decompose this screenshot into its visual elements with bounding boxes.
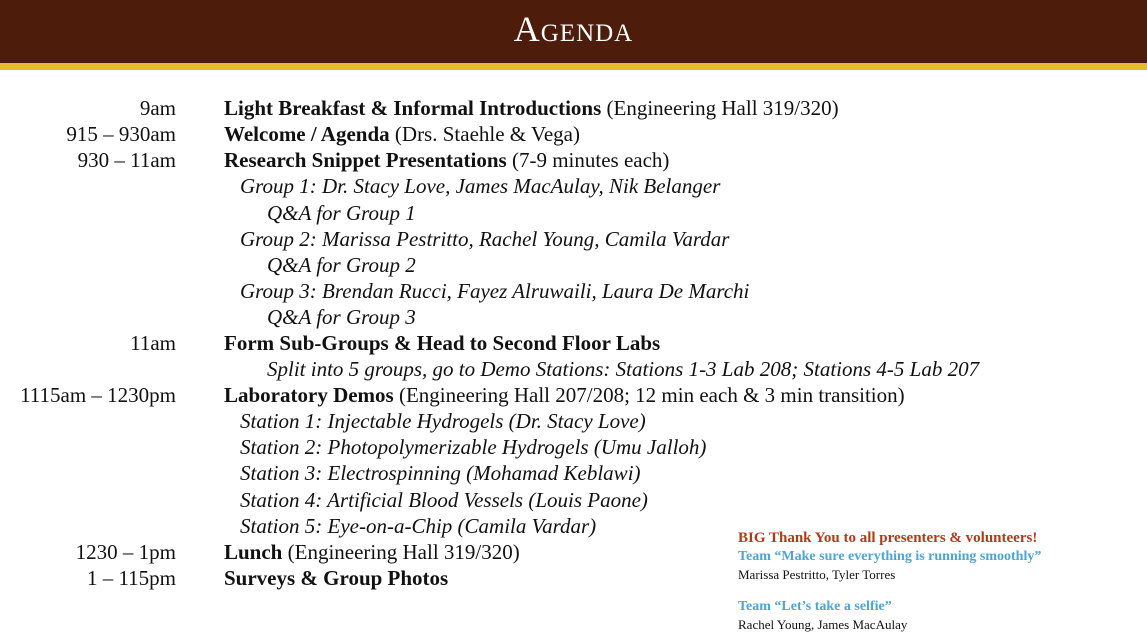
thanks-title: BIG Thank You to all presenters & volunteers! xyxy=(738,530,1038,546)
team-name: Team “Make sure everything is running smoothly” xyxy=(738,549,1042,564)
team-name: Team “Let’s take a selfie” xyxy=(738,599,892,614)
agenda-event-detail: (7-9 minutes each) xyxy=(506,148,670,172)
snippet-group: Group 1: Dr. Stacy Love, James MacAulay, Nik Belanger xyxy=(240,174,721,198)
station-item: Station 3: Electrospinning (Mohamad Keblawi) xyxy=(240,461,641,485)
agenda-event-title: Light Breakfast & Informal Introductions xyxy=(224,96,602,120)
station-item: Station 1: Injectable Hydrogels (Dr. Stacy Love) xyxy=(240,409,646,433)
snippet-group: Group 3: Brendan Rucci, Fayez Alruwaili, Laura De Marchi xyxy=(240,279,750,303)
agenda-time: 915 – 930am xyxy=(66,122,176,146)
agenda-event-title: Lunch xyxy=(224,540,283,564)
agenda-event xyxy=(224,565,448,591)
agenda-time: 1230 – 1pm xyxy=(75,540,176,564)
snippet-qa: Q&A for Group 2 xyxy=(267,253,416,277)
agenda-row xyxy=(0,330,1147,356)
station-item: Station 4: Artificial Blood Vessels (Louis Paone) xyxy=(240,488,648,512)
agenda-event-detail: (Engineering Hall 207/208; 12 min each & 3 min transition) xyxy=(393,383,905,407)
station-item: Station 2: Photopolymerizable Hydrogels (Umu Jalloh) xyxy=(240,435,707,459)
agenda-event-title: Laboratory Demos xyxy=(224,383,394,407)
agenda-row xyxy=(0,95,1147,121)
agenda-event xyxy=(224,539,520,565)
agenda-event xyxy=(224,121,580,147)
team-members: Rachel Young, James MacAulay xyxy=(738,617,908,632)
page-title: Agenda xyxy=(513,9,634,49)
agenda-event-title: Form Sub-Groups & Head to Second Floor Labs xyxy=(224,331,661,355)
snippet-qa: Q&A for Group 3 xyxy=(267,305,416,329)
agenda-event xyxy=(224,147,669,173)
team-members: Marissa Pestritto, Tyler Torres xyxy=(738,567,896,582)
thanks-panel xyxy=(738,528,1147,634)
agenda-event xyxy=(224,95,839,121)
header-divider xyxy=(0,63,1147,70)
agenda-row xyxy=(0,382,1147,408)
snippet-group: Group 2: Marissa Pestritto, Rachel Young, Camila Vardar xyxy=(240,227,730,251)
agenda-time: 930 – 11am xyxy=(77,148,176,172)
spacer xyxy=(738,584,1147,598)
station-item: Station 5: Eye-on-a-Chip (Camila Vardar) xyxy=(240,514,597,538)
agenda-event-detail: (Engineering Hall 319/320) xyxy=(282,540,520,564)
agenda-event xyxy=(224,382,905,408)
subgroups-note: Split into 5 groups, go to Demo Stations: Stations 1-3 Lab 208; Stations 4-5 Lab 207 xyxy=(267,357,980,381)
agenda-event-title: Welcome / Agenda xyxy=(224,122,390,146)
agenda-event xyxy=(224,330,660,356)
agenda-time: 1 – 115pm xyxy=(86,566,176,590)
agenda-row xyxy=(0,147,1147,173)
agenda-event-detail: (Drs. Staehle & Vega) xyxy=(389,122,580,146)
agenda-time: 11am xyxy=(130,331,176,355)
snippet-qa: Q&A for Group 1 xyxy=(267,201,416,225)
agenda-row xyxy=(0,121,1147,147)
agenda-event-detail: (Engineering Hall 319/320) xyxy=(601,96,839,120)
agenda-event-title: Surveys & Group Photos xyxy=(224,566,449,590)
agenda-time: 9am xyxy=(139,96,176,120)
agenda-time: 1115am – 1230pm xyxy=(20,383,176,407)
agenda-event-title: Research Snippet Presentations xyxy=(224,148,507,172)
